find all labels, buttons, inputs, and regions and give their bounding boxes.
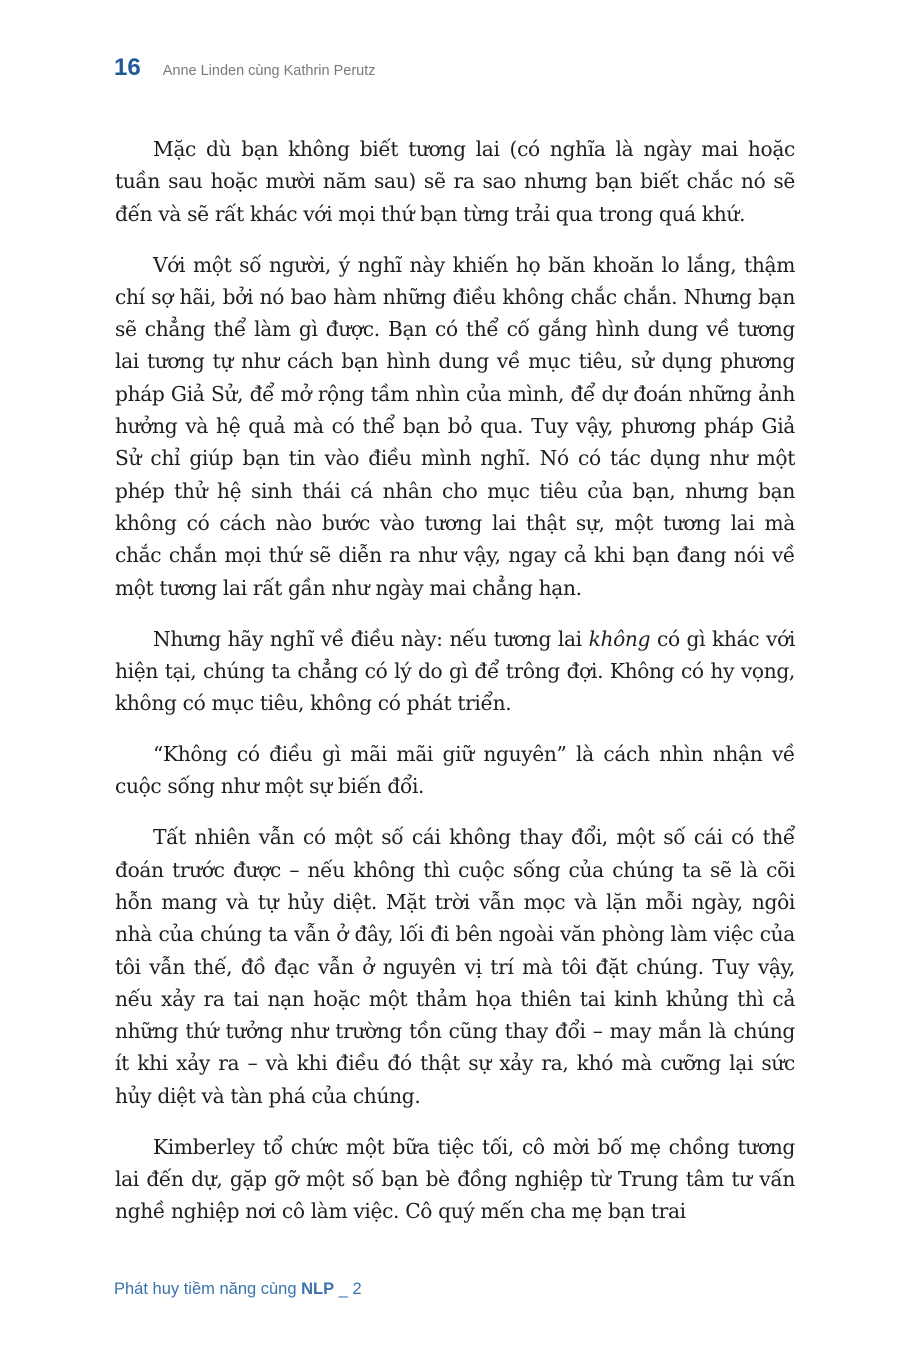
page-number: 16 xyxy=(114,54,141,81)
paragraph-6: Kimberley tổ chức một bữa tiệc tối, cô mời bố mẹ chồng tương lai đến dự, gặp gỡ một số bạn bè đồng nghiệp từ Trung tâm tư vấn nghề nghiệp nơi cô làm việc. Cô quý mến cha mẹ bạn trai xyxy=(115,1134,795,1224)
paragraph-3-end: có gì khác với hiện tại, chúng ta chẳng có lý do gì để trông đợi. Không có hy vọng, không có mục tiêu, không có phát triển. xyxy=(115,626,795,716)
paragraph-4: “Không có điều gì mãi mãi giữ nguyên” là cách nhìn nhận về cuộc sống như một sự biến đổi. xyxy=(115,742,795,799)
paragraph-1: Mặc dù bạn không biết tương lai (có nghĩa là ngày mai hoặc tuần sau hoặc mười năm sau) sẽ ra sao nhưng bạn biết chắc nó sẽ đến và sẽ rất khác với mọi thứ bạn từng trải qua trong quá khứ. xyxy=(115,137,795,226)
paragraph-2: Với một số người, ý nghĩ này khiến họ băn khoăn lo lắng, thậm chí sợ hãi, bởi nó bao hàm những điều không chắc chắn. Nhưng bạn sẽ chẳng thể làm gì được. Bạn có thể cố gắng hình dung về tương lai tương tự như cách bạn hình dung về mục tiêu, sử dụng phương pháp Giả Sử, để mở rộng tầm nhìn của mình, để dự đoán những ảnh hưởng và hệ quả mà có thể bạn bỏ qua. Tuy vậy, phương pháp Giả Sử chỉ giúp bạn tin vào điều mình nghĩ. Nó có tác dụng như một phép thử hệ sinh thái cá nhân cho mục tiêu của bạn, nhưng bạn không có cách nào bước vào tương lai thật sự, một tương lai mà chắc chắn mọi thứ sẽ diễn ra như vậy, ngay cả khi bạn đang nói về một tương lai rất gần như ngày mai chẳng hạn. xyxy=(115,252,795,600)
paragraph-3-emphasis: không xyxy=(588,626,651,651)
paragraph-3-start: Nhưng hãy nghĩ về điều này: nếu tương lai xyxy=(153,626,589,651)
page-footer xyxy=(114,1280,362,1299)
paragraph-3 xyxy=(115,623,795,720)
footer-series-title: Phát huy tiềm năng cùng xyxy=(114,1280,302,1298)
paragraph-5: Tất nhiên vẫn có một số cái không thay đổi, một số cái có thể đoán trước được – nếu không thì cuộc sống của chúng ta sẽ là cõi hỗn mang và tự hủy diệt. Mặt trời vẫn mọc và lặn mỗi ngày, ngôi nhà của chúng ta vẫn ở đây, lối đi bên ngoài văn phòng làm việc của tôi vẫn thế, đồ đạc vẫn ở nguyên vị trí mà tôi đặt chúng. Tuy vậy, nếu xảy ra tai nạn hoặc một thảm họa thiên tai kinh khủng thì cả những thứ tưởng như trường tồn cũng thay đổi – may mắn là chúng ít khi xảy ra – và khi điều đó thật sự xảy ra, khó mà cưỡng lại sức hủy diệt và tàn phá của chúng. xyxy=(115,825,795,1108)
page-header xyxy=(114,54,376,86)
footer-volume: _ 2 xyxy=(334,1280,362,1298)
footer-brand: NLP xyxy=(301,1280,335,1298)
running-head: Anne Linden cùng Kathrin Perutz xyxy=(162,63,376,79)
body-text xyxy=(115,133,795,1228)
